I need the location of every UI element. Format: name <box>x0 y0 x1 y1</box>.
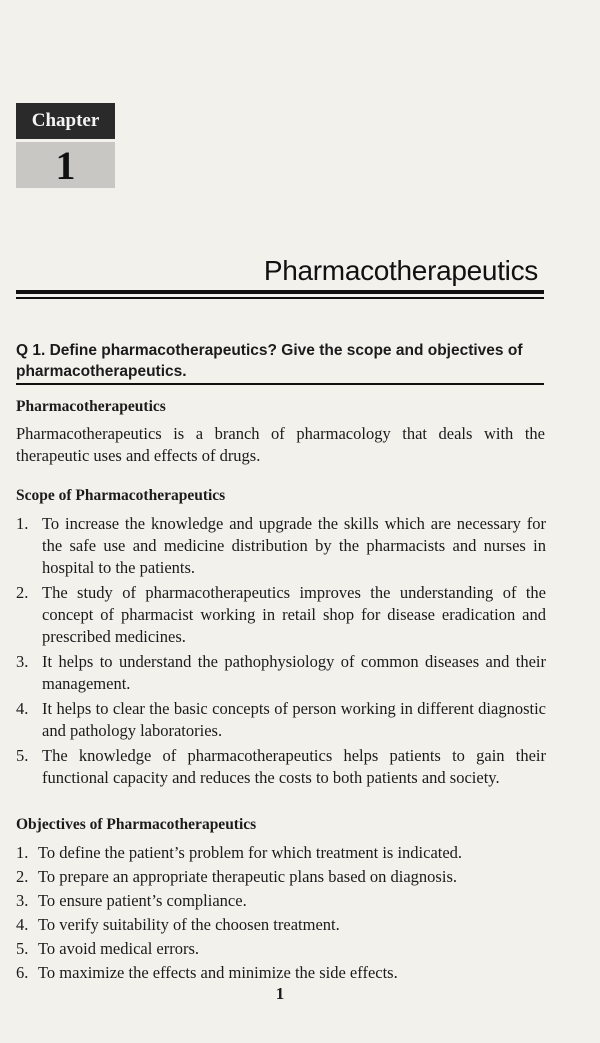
item-text: To ensure patient’s compliance. <box>38 891 247 910</box>
list-item <box>16 914 546 936</box>
title-rule-thick <box>16 290 544 294</box>
objectives-list <box>16 842 546 986</box>
chapter-number: 1 <box>16 142 115 188</box>
chapter-title: Pharmacotherapeutics <box>263 255 538 286</box>
chapter-label: Chapter <box>16 103 115 139</box>
item-number: 4. <box>16 699 29 718</box>
objectives-heading: Objectives of Pharmacotherapeutics <box>16 816 257 833</box>
list-item <box>16 582 546 648</box>
question-rule <box>16 383 544 385</box>
item-text: It helps to understand the pathophysiology of common diseases and their management. <box>42 652 546 693</box>
title-rule-thin <box>16 297 544 299</box>
item-number: 5. <box>16 939 29 958</box>
list-item <box>16 513 546 579</box>
list-item <box>16 651 546 695</box>
item-text: The knowledge of pharmacotherapeutics helps patients to gain their functional capacity and reduces the costs to both patients and society. <box>42 746 546 787</box>
item-number: 1. <box>16 514 29 533</box>
list-item <box>16 962 546 984</box>
item-text: To prepare an appropriate therapeutic plans based on diagnosis. <box>38 867 457 886</box>
item-text: The study of pharmacotherapeutics improves the understanding of the concept of pharmacist working in retail shop for disease eradication and prescribed medicines. <box>42 583 546 646</box>
item-number: 4. <box>16 915 29 934</box>
item-text: To increase the knowledge and upgrade the skills which are necessary for the safe use and medicine distribution by the pharmacists and nurses in hospital to the patients. <box>42 514 546 577</box>
list-item <box>16 842 546 864</box>
list-item <box>16 866 546 888</box>
page-number: 1 <box>275 984 285 1003</box>
item-text: To define the patient’s problem for which treatment is indicated. <box>38 843 463 862</box>
list-item <box>16 890 546 912</box>
list-item <box>16 698 546 742</box>
list-item <box>16 745 546 789</box>
list-item <box>16 938 546 960</box>
item-number: 6. <box>16 963 29 982</box>
question-heading: Q 1. Define pharmacotherapeutics? Give the scope and objectives of pharmacotherapeutics. <box>16 342 523 380</box>
item-text: To avoid medical errors. <box>38 939 200 958</box>
item-text: To verify suitability of the choosen treatment. <box>38 915 340 934</box>
scope-heading: Scope of Pharmacotherapeutics <box>16 487 226 504</box>
item-number: 3. <box>16 652 29 671</box>
definition-text: Pharmacotherapeutics is a branch of pharmacology that deals with the therapeutic uses and effects of drugs. <box>16 424 545 465</box>
item-number: 2. <box>16 583 29 602</box>
item-number: 5. <box>16 746 29 765</box>
item-text: It helps to clear the basic concepts of person working in different diagnostic and pathology laboratories. <box>42 699 546 740</box>
item-number: 1. <box>16 843 29 862</box>
item-number: 2. <box>16 867 29 886</box>
scope-list <box>16 513 546 792</box>
item-text: To maximize the effects and minimize the side effects. <box>38 963 398 982</box>
item-number: 3. <box>16 891 29 910</box>
definition-heading: Pharmacotherapeutics <box>16 398 166 415</box>
